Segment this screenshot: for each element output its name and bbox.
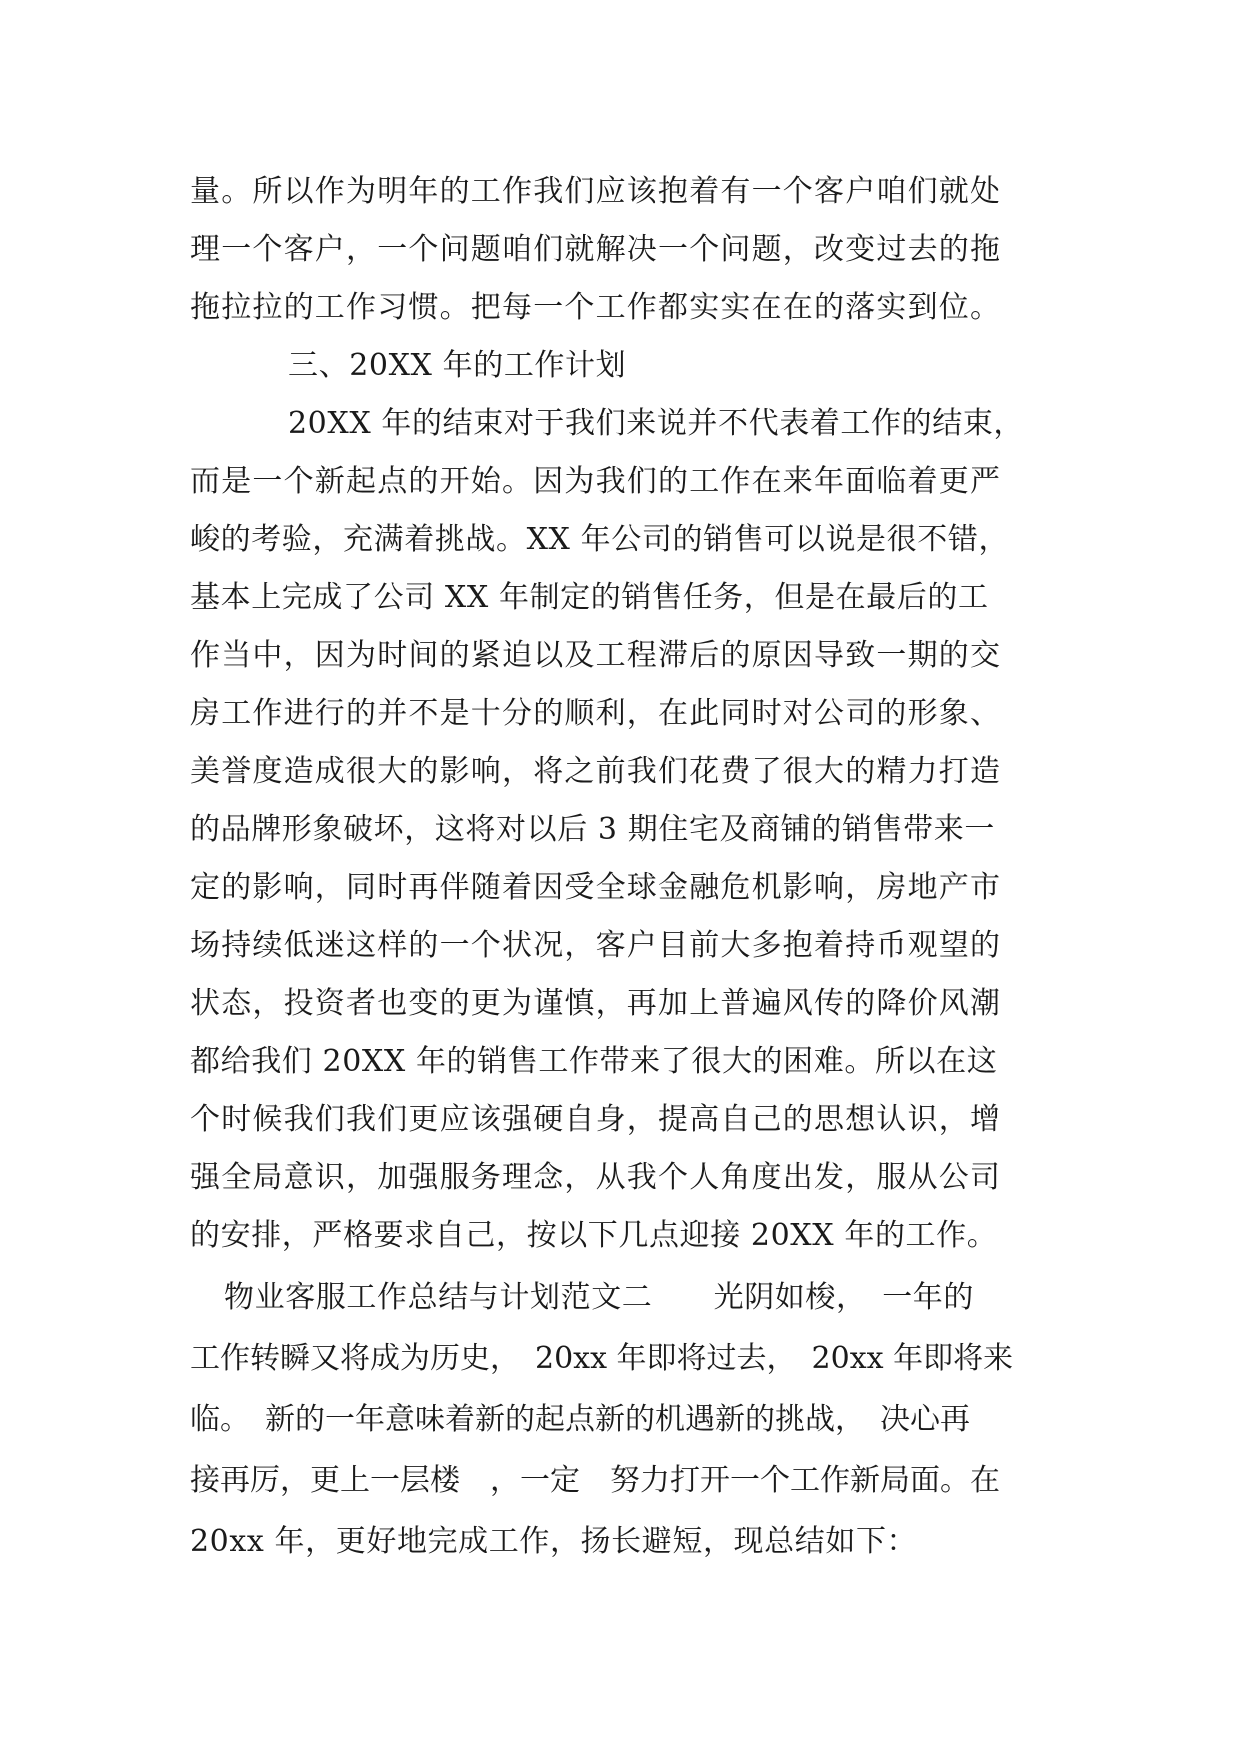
text-line: 量。所以作为明年的工作我们应该抱着有一个客户咱们就处 [190, 174, 1002, 209]
text-line: 而是一个新起点的开始。因为我们的工作在来年面临着更严 [190, 464, 1002, 499]
text-line: 理一个客户，一个问题咱们就解决一个问题，改变过去的拖 [190, 232, 1002, 267]
text-line: 接再厉，更上一层楼 ，一定 努力打开一个工作新局面。在 [190, 1463, 1000, 1498]
text-line: 峻的考验，充满着挑战。XX 年公司的销售可以说是很不错， [190, 522, 1010, 557]
text-line: 20XX 年的结束对于我们来说并不代表着工作的结束， [288, 406, 1025, 441]
text-line: 基本上完成了公司 XX 年制定的销售任务，但是在最后的工 [190, 580, 989, 615]
text-line: 临。 新的一年意味着新的起点新的机遇新的挑战， 决心再 [190, 1402, 970, 1437]
text-line: 状态，投资者也变的更为谨慎，再加上普遍风传的降价风潮 [190, 986, 1002, 1021]
section-heading: 三、20XX 年的工作计划 [288, 348, 627, 383]
text-line: 场持续低迷这样的一个状况，客户目前大多抱着持币观望的 [190, 928, 1002, 963]
text-line: 定的影响，同时再伴随着因受全球金融危机影响，房地产市 [190, 870, 1002, 905]
text-line: 的品牌形象破坏，这将对以后 3 期住宅及商铺的销售带来一 [190, 812, 995, 847]
text-line: 工作转瞬又将成为历史， 20xx 年即将过去， 20xx 年即将来 [190, 1341, 1014, 1376]
text-line: 20xx 年，更好地完成工作，扬长避短，现总结如下： [190, 1524, 918, 1559]
text-line: 房工作进行的并不是十分的顺利，在此同时对公司的形象、 [190, 696, 1002, 731]
text-line: 个时候我们我们更应该强硬自身，提高自己的思想认识，增 [190, 1102, 1002, 1137]
text-line: 作当中，因为时间的紧迫以及工程滞后的原因导致一期的交 [190, 638, 1002, 673]
text-line: 物业客服工作总结与计划范文二 光阴如梭， 一年的 [224, 1280, 974, 1315]
text-line: 美誉度造成很大的影响，将之前我们花费了很大的精力打造 [190, 754, 1002, 789]
text-line: 都给我们 20XX 年的销售工作带来了很大的困难。所以在这 [190, 1044, 998, 1079]
text-line: 的安排，严格要求自己，按以下几点迎接 20XX 年的工作。 [190, 1218, 998, 1253]
text-line: 强全局意识，加强服务理念，从我个人角度出发，服从公司 [190, 1160, 1002, 1195]
text-line: 拖拉拉的工作习惯。把每一个工作都实实在在的落实到位。 [190, 290, 1002, 325]
